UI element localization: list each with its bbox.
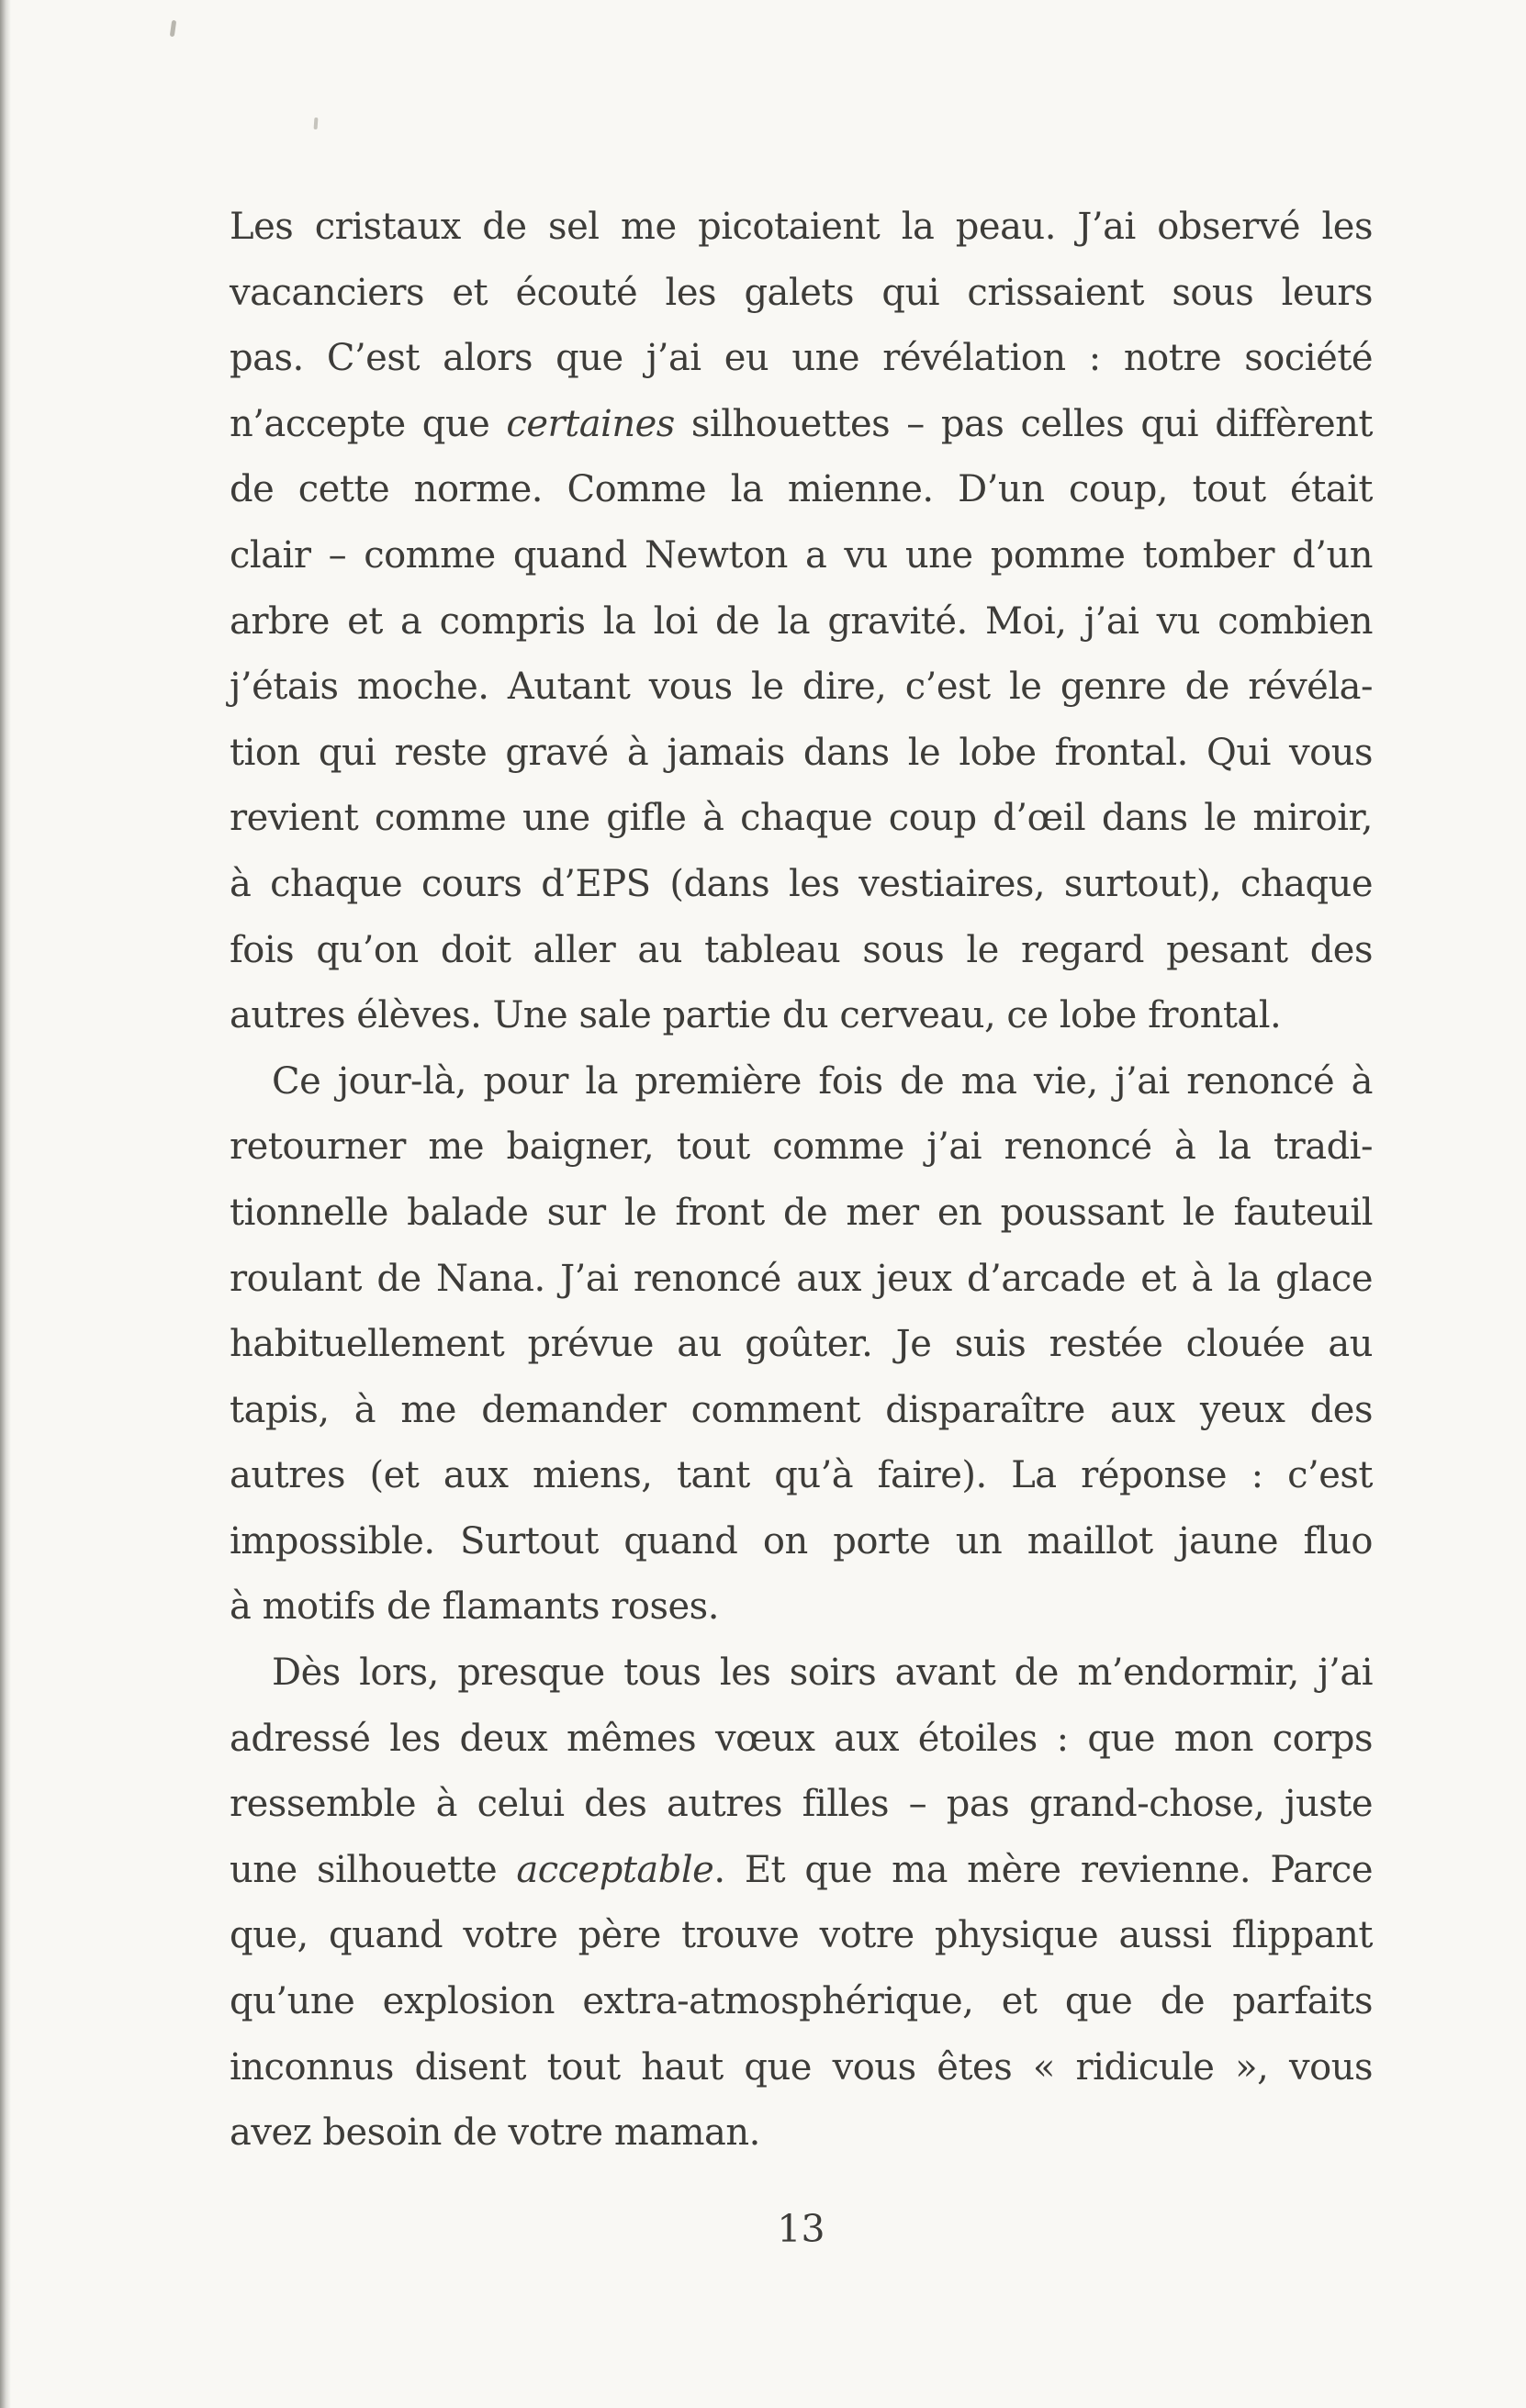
text-segment: autres élèves. Une sale partie du cerveau, ce lobe frontal. <box>230 994 1282 1037</box>
text-segment: j’étais moche. Autant vous le dire, c’est le genre de révéla- <box>230 666 1373 709</box>
text-line <box>230 1247 1373 1313</box>
text-segment: silhouettes – pas celles qui diffèrent <box>674 402 1373 445</box>
text-line <box>230 2100 1373 2167</box>
scan-speck <box>170 20 176 38</box>
text-line <box>230 1509 1373 1575</box>
text-line <box>230 589 1373 655</box>
text-line <box>230 655 1373 721</box>
paragraph <box>230 1049 1373 1641</box>
text-line <box>230 1641 1373 1707</box>
text-line <box>230 261 1373 327</box>
text-line <box>230 1707 1373 1773</box>
text-segment: clair – comme quand Newton a vu une pomme tomber d’un <box>230 533 1373 577</box>
text-segment: à motifs de flamants roses. <box>230 1585 719 1629</box>
text-line <box>230 392 1373 458</box>
text-segment: roulant de Nana. J’ai renoncé aux jeux d’arcade et à la glace <box>230 1257 1373 1300</box>
text-line <box>230 918 1373 984</box>
text-segment: fois qu’on doit aller au tableau sous le regard pesant des <box>230 928 1373 971</box>
text-segment: Dès lors, presque tous les soirs avant de m’endormir, j’ai <box>272 1652 1373 1695</box>
text-segment: qu’une explosion extra-atmosphérique, et que de parfaits <box>230 1980 1373 2023</box>
text-line <box>230 457 1373 523</box>
text-segment: Les cristaux de sel me picotaient la peau. J’ai observé les <box>230 206 1373 248</box>
text-segment: pas. C’est alors que j’ai eu une révélation : notre société <box>230 337 1373 380</box>
text-line <box>230 195 1373 261</box>
text-line <box>230 1772 1373 1838</box>
text-segment: avez besoin de votre maman. <box>230 2111 760 2155</box>
text-line <box>230 326 1373 392</box>
text-line <box>230 852 1373 918</box>
italic-text: acceptable <box>516 1848 714 1891</box>
text-segment: retourner me baigner, tout comme j’ai renoncé à la tradi- <box>230 1126 1373 1169</box>
text-segment: arbre et a compris la loi de la gravité. Moi, j’ai vu combien <box>230 599 1373 643</box>
text-line <box>230 1049 1373 1115</box>
scan-gutter-shadow <box>0 0 11 2408</box>
text-line <box>230 1181 1373 1247</box>
text-segment: habituellement prévue au goûter. Je suis restée clouée au <box>230 1323 1373 1366</box>
paragraph <box>230 1641 1373 2167</box>
text-segment: une silhouette <box>230 1848 517 1891</box>
page-text <box>230 195 1373 2167</box>
paragraph <box>230 195 1373 1049</box>
text-segment: tionnelle balade sur le front de mer en poussant le fauteuil <box>230 1191 1373 1234</box>
text-segment: à chaque cours d’EPS (dans les vestiaires, surtout), chaque <box>230 862 1373 905</box>
text-segment: que, quand votre père trouve votre physique aussi flippant <box>230 1914 1373 1957</box>
text-line <box>230 1903 1373 1969</box>
text-segment: inconnus disent tout haut que vous êtes « ridicule », vous <box>230 2045 1373 2089</box>
text-segment: tapis, à me demander comment disparaître aux yeux des <box>230 1388 1373 1431</box>
text-line <box>230 1969 1373 2035</box>
text-segment: tion qui reste gravé à jamais dans le lobe frontal. Qui vous <box>230 731 1373 774</box>
scan-speck <box>314 118 319 129</box>
text-segment: adressé les deux mêmes vœux aux étoiles : que mon corps <box>230 1717 1373 1760</box>
page-number: 13 <box>777 2207 825 2251</box>
text-line <box>230 1443 1373 1509</box>
text-line <box>230 983 1373 1049</box>
text-line <box>230 1114 1373 1181</box>
italic-text: certaines <box>506 402 675 445</box>
text-line <box>230 1838 1373 1904</box>
text-segment: Ce jour-là, pour la première fois de ma vie, j’ai renoncé à <box>272 1059 1373 1103</box>
text-segment: . Et que ma mère revienne. Parce <box>713 1848 1373 1891</box>
text-segment: vacanciers et écouté les galets qui crissaient sous leurs <box>230 271 1373 314</box>
text-line <box>230 1312 1373 1378</box>
text-line <box>230 523 1373 589</box>
text-line <box>230 1574 1373 1641</box>
text-segment: de cette norme. Comme la mienne. D’un coup, tout était <box>230 468 1373 511</box>
text-line <box>230 2035 1373 2101</box>
text-line <box>230 721 1373 787</box>
text-segment: revient comme une gifle à chaque coup d’œil dans le miroir, <box>230 797 1373 840</box>
text-segment: n’accepte que <box>230 402 507 445</box>
text-line <box>230 1378 1373 1444</box>
text-segment: ressemble à celui des autres filles – pas grand-chose, juste <box>230 1783 1373 1826</box>
text-line <box>230 786 1373 852</box>
text-segment: impossible. Surtout quand on porte un maillot jaune fluo <box>230 1519 1373 1562</box>
text-segment: autres (et aux miens, tant qu’à faire). La réponse : c’est <box>230 1454 1373 1497</box>
